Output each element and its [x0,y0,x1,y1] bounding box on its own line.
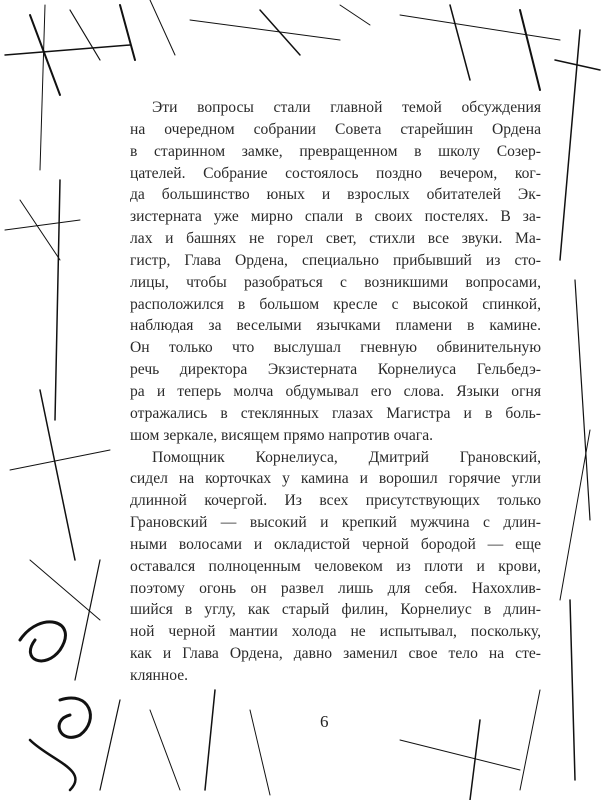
text-line: длинной кочергой. Из всех присутствующих только [130,492,541,510]
text-line: оставался полноценным человеком из плоти и крови, [130,557,541,575]
text-line: зистерната уже мирно спали в своих постелях. В за- [130,208,541,226]
text-line: ра и теперь молча обдумывал его слова. Языки огня [130,382,541,400]
text-line: клянное. [130,666,189,684]
page-number: 6 [320,712,329,731]
text-line: Помощник Корнелиуса, Дмитрий Грановский, [152,448,541,466]
text-line: Он только что выслушал гневную обвинительную [130,339,541,357]
text-line: сидел на корточках у камина и ворошил горячие угли [130,470,541,488]
text-line: лах и башнях не горел свет, стихли все звуки. Ма- [130,230,541,248]
text-line: шом зеркале, висящем прямо напротив очага. [130,426,434,444]
text-line: да большинство юных и взрослых обитателей Эк- [130,186,541,204]
text-line: в старинном замке, превращенном в школу Созер- [130,142,541,160]
text-line: цателей. Собрание состоялось поздно вечером, ког- [130,164,541,182]
text-line: отражались в стеклянных глазах Магистра и в боль- [130,404,541,422]
text-line: гистр, Глава Ордена, специально прибывший из сто- [130,251,541,269]
paragraph [130,97,541,447]
text-line: расположился в большом кресле с высокой спинкой, [130,295,541,313]
text-line: как и Глава Ордена, давно заменил свое тело на сте- [130,645,541,663]
text-line: на очередном собрании Совета старейшин Ордена [130,120,541,138]
paragraph [130,447,541,687]
text-line: речь директора Экзистерната Корнелиуса Гельбедэ- [130,361,541,379]
text-line: лицы, чтобы разобраться с возникшими вопросами, [130,273,541,291]
text-line: ной черной мантии холода не испытывал, поскольку, [130,623,541,641]
text-line: Эти вопросы стали главной темой обсуждения [152,99,541,116]
text-line: Грановский — высокий и крепкий мужчина с длин- [130,514,541,532]
text-line: поэтому огонь он развел лишь для себя. Нахохлив- [130,579,541,597]
text-line: шийся в углу, как старый филин, Корнелиус в длин- [130,601,541,619]
text-line: ными волосами и окладистой черной бородой — еще [130,535,541,553]
page-body-text [130,97,541,687]
text-line: наблюдая за веселыми язычками пламени в камине. [130,317,541,335]
